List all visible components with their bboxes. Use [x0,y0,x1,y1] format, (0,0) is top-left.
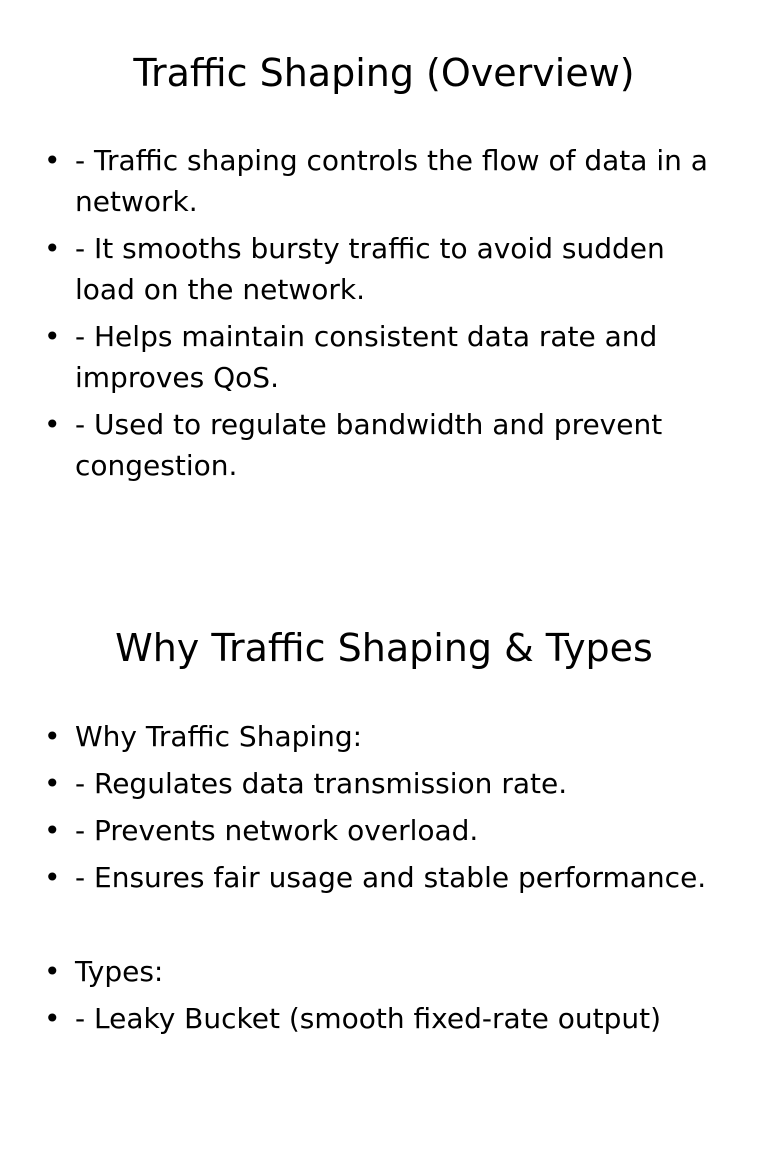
bullet-marker: • [44,720,61,753]
bullet-item [0,316,768,398]
bullet-item [0,998,768,1039]
bullet-text: - Ensures fair usage and stable performance. [75,861,707,894]
bullet-text: - Traffic shaping controls the flow of data in a network. [75,144,708,218]
bullet-list [0,140,768,492]
slide-title: Why Traffic Shaping & Types [115,626,653,670]
bullet-text: - Leaky Bucket (smooth fixed-rate output) [75,1002,662,1035]
bullet-marker: • [44,232,61,265]
bullet-item [0,140,768,222]
bullet-item [0,763,768,804]
bullet-item [0,810,768,851]
bullet-marker: • [44,408,61,441]
bullet-item [0,228,768,310]
bullet-text: Types: [75,955,164,988]
bullet-text: Why Traffic Shaping: [75,720,363,753]
bullet-text: - Helps maintain consistent data rate and improves QoS. [75,320,658,394]
bullet-text: - Regulates data transmission rate. [75,767,568,800]
bullet-marker: • [44,955,61,988]
bullet-text: - Used to regulate bandwidth and prevent congestion. [75,408,663,482]
bullet-marker: • [44,861,61,894]
bullet-marker: • [44,814,61,847]
bullet-marker: • [44,320,61,353]
bullet-item [0,404,768,486]
bullet-item [0,857,768,898]
bullet-item [0,951,768,992]
bullet-marker: • [44,767,61,800]
bullet-marker: • [44,144,61,177]
bullet-spacer [0,904,768,945]
bullet-list [0,716,768,1045]
bullet-item [0,716,768,757]
slide-title: Traffic Shaping (Overview) [133,51,635,95]
bullet-text: - It smooths bursty traffic to avoid sudden load on the network. [75,232,665,306]
bullet-marker: • [44,1002,61,1035]
bullet-text: - Prevents network overload. [75,814,479,847]
slide-why-traffic-shaping-types [0,576,768,1152]
